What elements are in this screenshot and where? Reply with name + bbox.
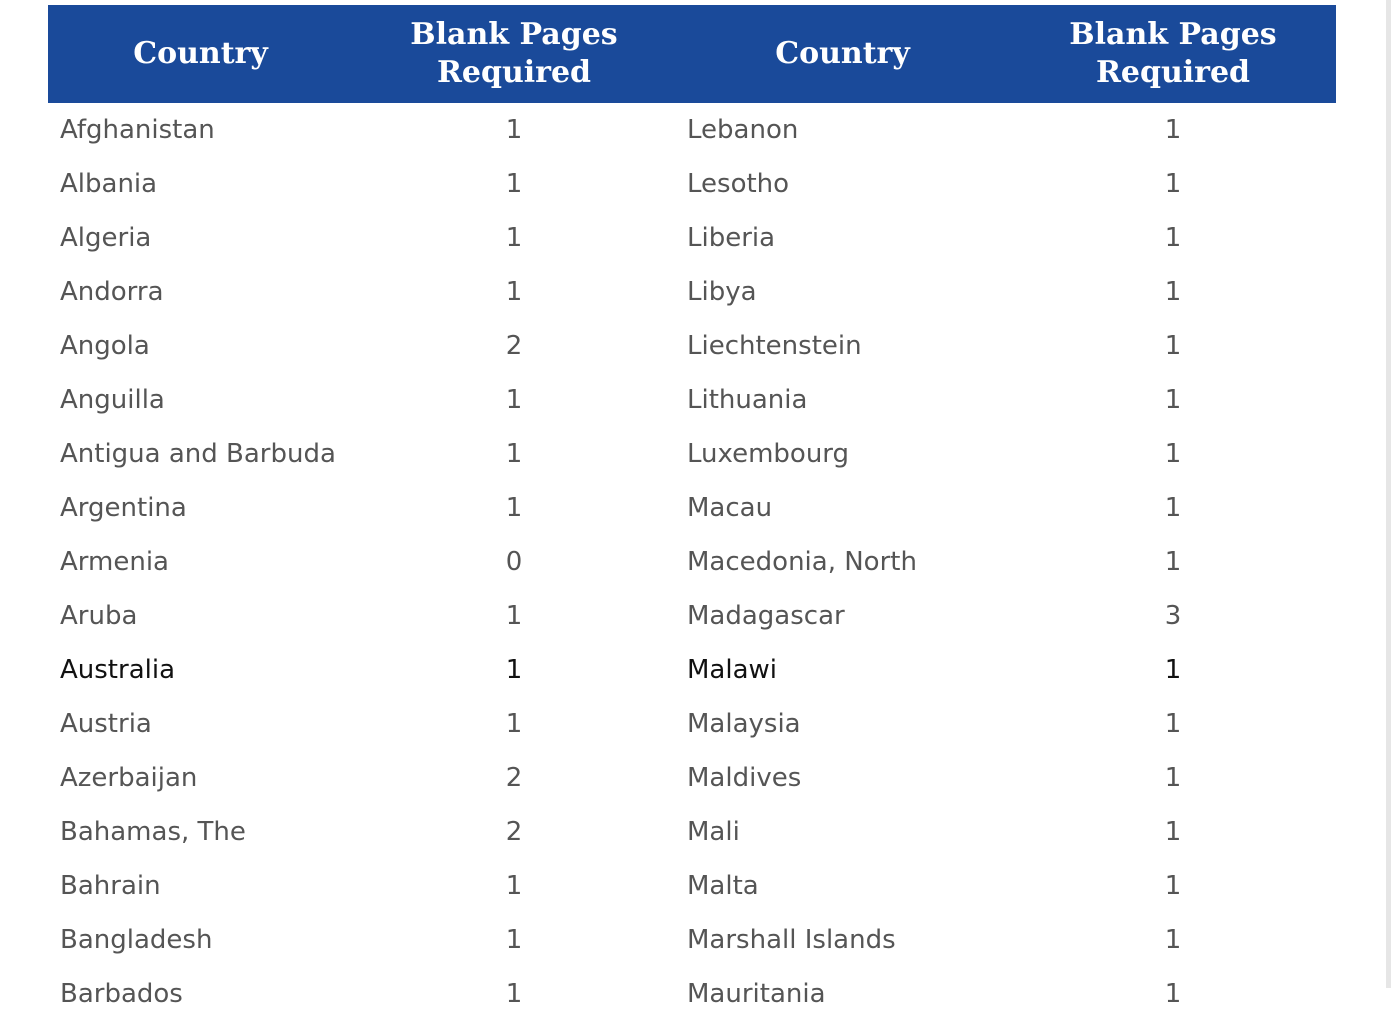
left-country-cell: Algeria bbox=[60, 223, 152, 253]
right-country-cell: Macau bbox=[687, 493, 773, 523]
right-country-cell: Liechtenstein bbox=[687, 331, 862, 361]
left-pages-cell: 1 bbox=[505, 871, 523, 901]
right-country-cell: Malta bbox=[687, 871, 759, 901]
right-pages-cell: 1 bbox=[1164, 709, 1182, 739]
right-pages-cell: 1 bbox=[1164, 655, 1182, 685]
left-pages-cell: 2 bbox=[505, 817, 523, 847]
table-header bbox=[48, 5, 1336, 103]
left-country-cell: Australia bbox=[60, 655, 176, 685]
table-row bbox=[48, 589, 1336, 643]
header-country-left: Country bbox=[48, 5, 353, 103]
left-pages-cell: 1 bbox=[505, 709, 523, 739]
right-pages-cell: 1 bbox=[1164, 223, 1182, 253]
left-country-cell: Albania bbox=[60, 169, 158, 199]
right-country-cell: Libya bbox=[687, 277, 757, 307]
right-pages-cell: 1 bbox=[1164, 925, 1182, 955]
table-row bbox=[48, 319, 1336, 373]
right-pages-cell: 1 bbox=[1164, 817, 1182, 847]
left-country-cell: Andorra bbox=[60, 277, 164, 307]
right-country-cell: Lithuania bbox=[687, 385, 808, 415]
table-row bbox=[48, 535, 1336, 589]
right-pages-cell: 1 bbox=[1164, 169, 1182, 199]
right-pages-cell: 1 bbox=[1164, 979, 1182, 1009]
left-pages-cell: 0 bbox=[505, 547, 523, 577]
left-pages-cell: 1 bbox=[505, 277, 523, 307]
right-pages-cell: 1 bbox=[1164, 331, 1182, 361]
right-pages-cell: 1 bbox=[1164, 493, 1182, 523]
right-country-cell: Lebanon bbox=[687, 115, 799, 145]
table-row bbox=[48, 103, 1336, 157]
left-country-cell: Angola bbox=[60, 331, 150, 361]
left-pages-cell: 1 bbox=[505, 169, 523, 199]
right-pages-cell: 1 bbox=[1164, 547, 1182, 577]
right-pages-cell: 1 bbox=[1164, 115, 1182, 145]
left-country-cell: Bahrain bbox=[60, 871, 161, 901]
left-pages-cell: 1 bbox=[505, 601, 523, 631]
right-pages-cell: 1 bbox=[1164, 763, 1182, 793]
table-row bbox=[48, 211, 1336, 265]
left-country-cell: Afghanistan bbox=[60, 115, 215, 145]
scrollbar[interactable] bbox=[1386, 0, 1391, 988]
table-row bbox=[48, 481, 1336, 535]
left-pages-cell: 1 bbox=[505, 385, 523, 415]
table-row bbox=[48, 157, 1336, 211]
table-row bbox=[48, 967, 1336, 1021]
left-country-cell: Austria bbox=[60, 709, 152, 739]
left-pages-cell: 1 bbox=[505, 493, 523, 523]
left-country-cell: Armenia bbox=[60, 547, 169, 577]
table-row bbox=[48, 265, 1336, 319]
right-pages-cell: 3 bbox=[1164, 601, 1182, 631]
left-country-cell: Bangladesh bbox=[60, 925, 213, 955]
header-row bbox=[48, 5, 1336, 103]
right-country-cell: Mauritania bbox=[687, 979, 826, 1009]
table-row bbox=[48, 697, 1336, 751]
left-pages-cell: 1 bbox=[505, 223, 523, 253]
header-blank-pages-left-text: Blank Pages Required bbox=[410, 17, 618, 90]
left-country-cell: Barbados bbox=[60, 979, 183, 1009]
left-country-cell: Antigua and Barbuda bbox=[60, 439, 336, 469]
header-blank-pages-left bbox=[353, 5, 675, 103]
table-row bbox=[48, 805, 1336, 859]
table-row bbox=[48, 751, 1336, 805]
right-country-cell: Liberia bbox=[687, 223, 776, 253]
table-row bbox=[48, 859, 1336, 913]
left-country-cell: Azerbaijan bbox=[60, 763, 198, 793]
right-pages-cell: 1 bbox=[1164, 871, 1182, 901]
right-pages-cell: 1 bbox=[1164, 385, 1182, 415]
left-pages-cell: 2 bbox=[505, 331, 523, 361]
right-pages-cell: 1 bbox=[1164, 277, 1182, 307]
left-pages-cell: 1 bbox=[505, 925, 523, 955]
table-row bbox=[48, 427, 1336, 481]
header-country-right: Country bbox=[675, 5, 1010, 103]
header-blank-pages-right-text: Blank Pages Required bbox=[1069, 17, 1277, 90]
right-country-cell: Lesotho bbox=[687, 169, 790, 199]
blank-pages-table bbox=[48, 5, 1336, 1021]
table-row bbox=[48, 913, 1336, 967]
right-country-cell: Madagascar bbox=[687, 601, 845, 631]
right-pages-cell: 1 bbox=[1164, 439, 1182, 469]
left-pages-cell: 1 bbox=[505, 655, 523, 685]
left-pages-cell: 1 bbox=[505, 115, 523, 145]
table-row bbox=[48, 373, 1336, 427]
left-pages-cell: 1 bbox=[505, 439, 523, 469]
left-country-cell: Argentina bbox=[60, 493, 187, 523]
left-country-cell: Bahamas, The bbox=[60, 817, 246, 847]
table-row bbox=[48, 643, 1336, 697]
table-body bbox=[48, 103, 1336, 1021]
right-country-cell: Maldives bbox=[687, 763, 802, 793]
right-country-cell: Macedonia, North bbox=[687, 547, 917, 577]
right-country-cell: Malawi bbox=[687, 655, 778, 685]
right-country-cell: Luxembourg bbox=[687, 439, 850, 469]
right-country-cell: Marshall Islands bbox=[687, 925, 896, 955]
left-pages-cell: 2 bbox=[505, 763, 523, 793]
left-country-cell: Aruba bbox=[60, 601, 138, 631]
left-country-cell: Anguilla bbox=[60, 385, 165, 415]
right-country-cell: Malaysia bbox=[687, 709, 801, 739]
header-blank-pages-right bbox=[1010, 5, 1336, 103]
left-pages-cell: 1 bbox=[505, 979, 523, 1009]
right-country-cell: Mali bbox=[687, 817, 740, 847]
